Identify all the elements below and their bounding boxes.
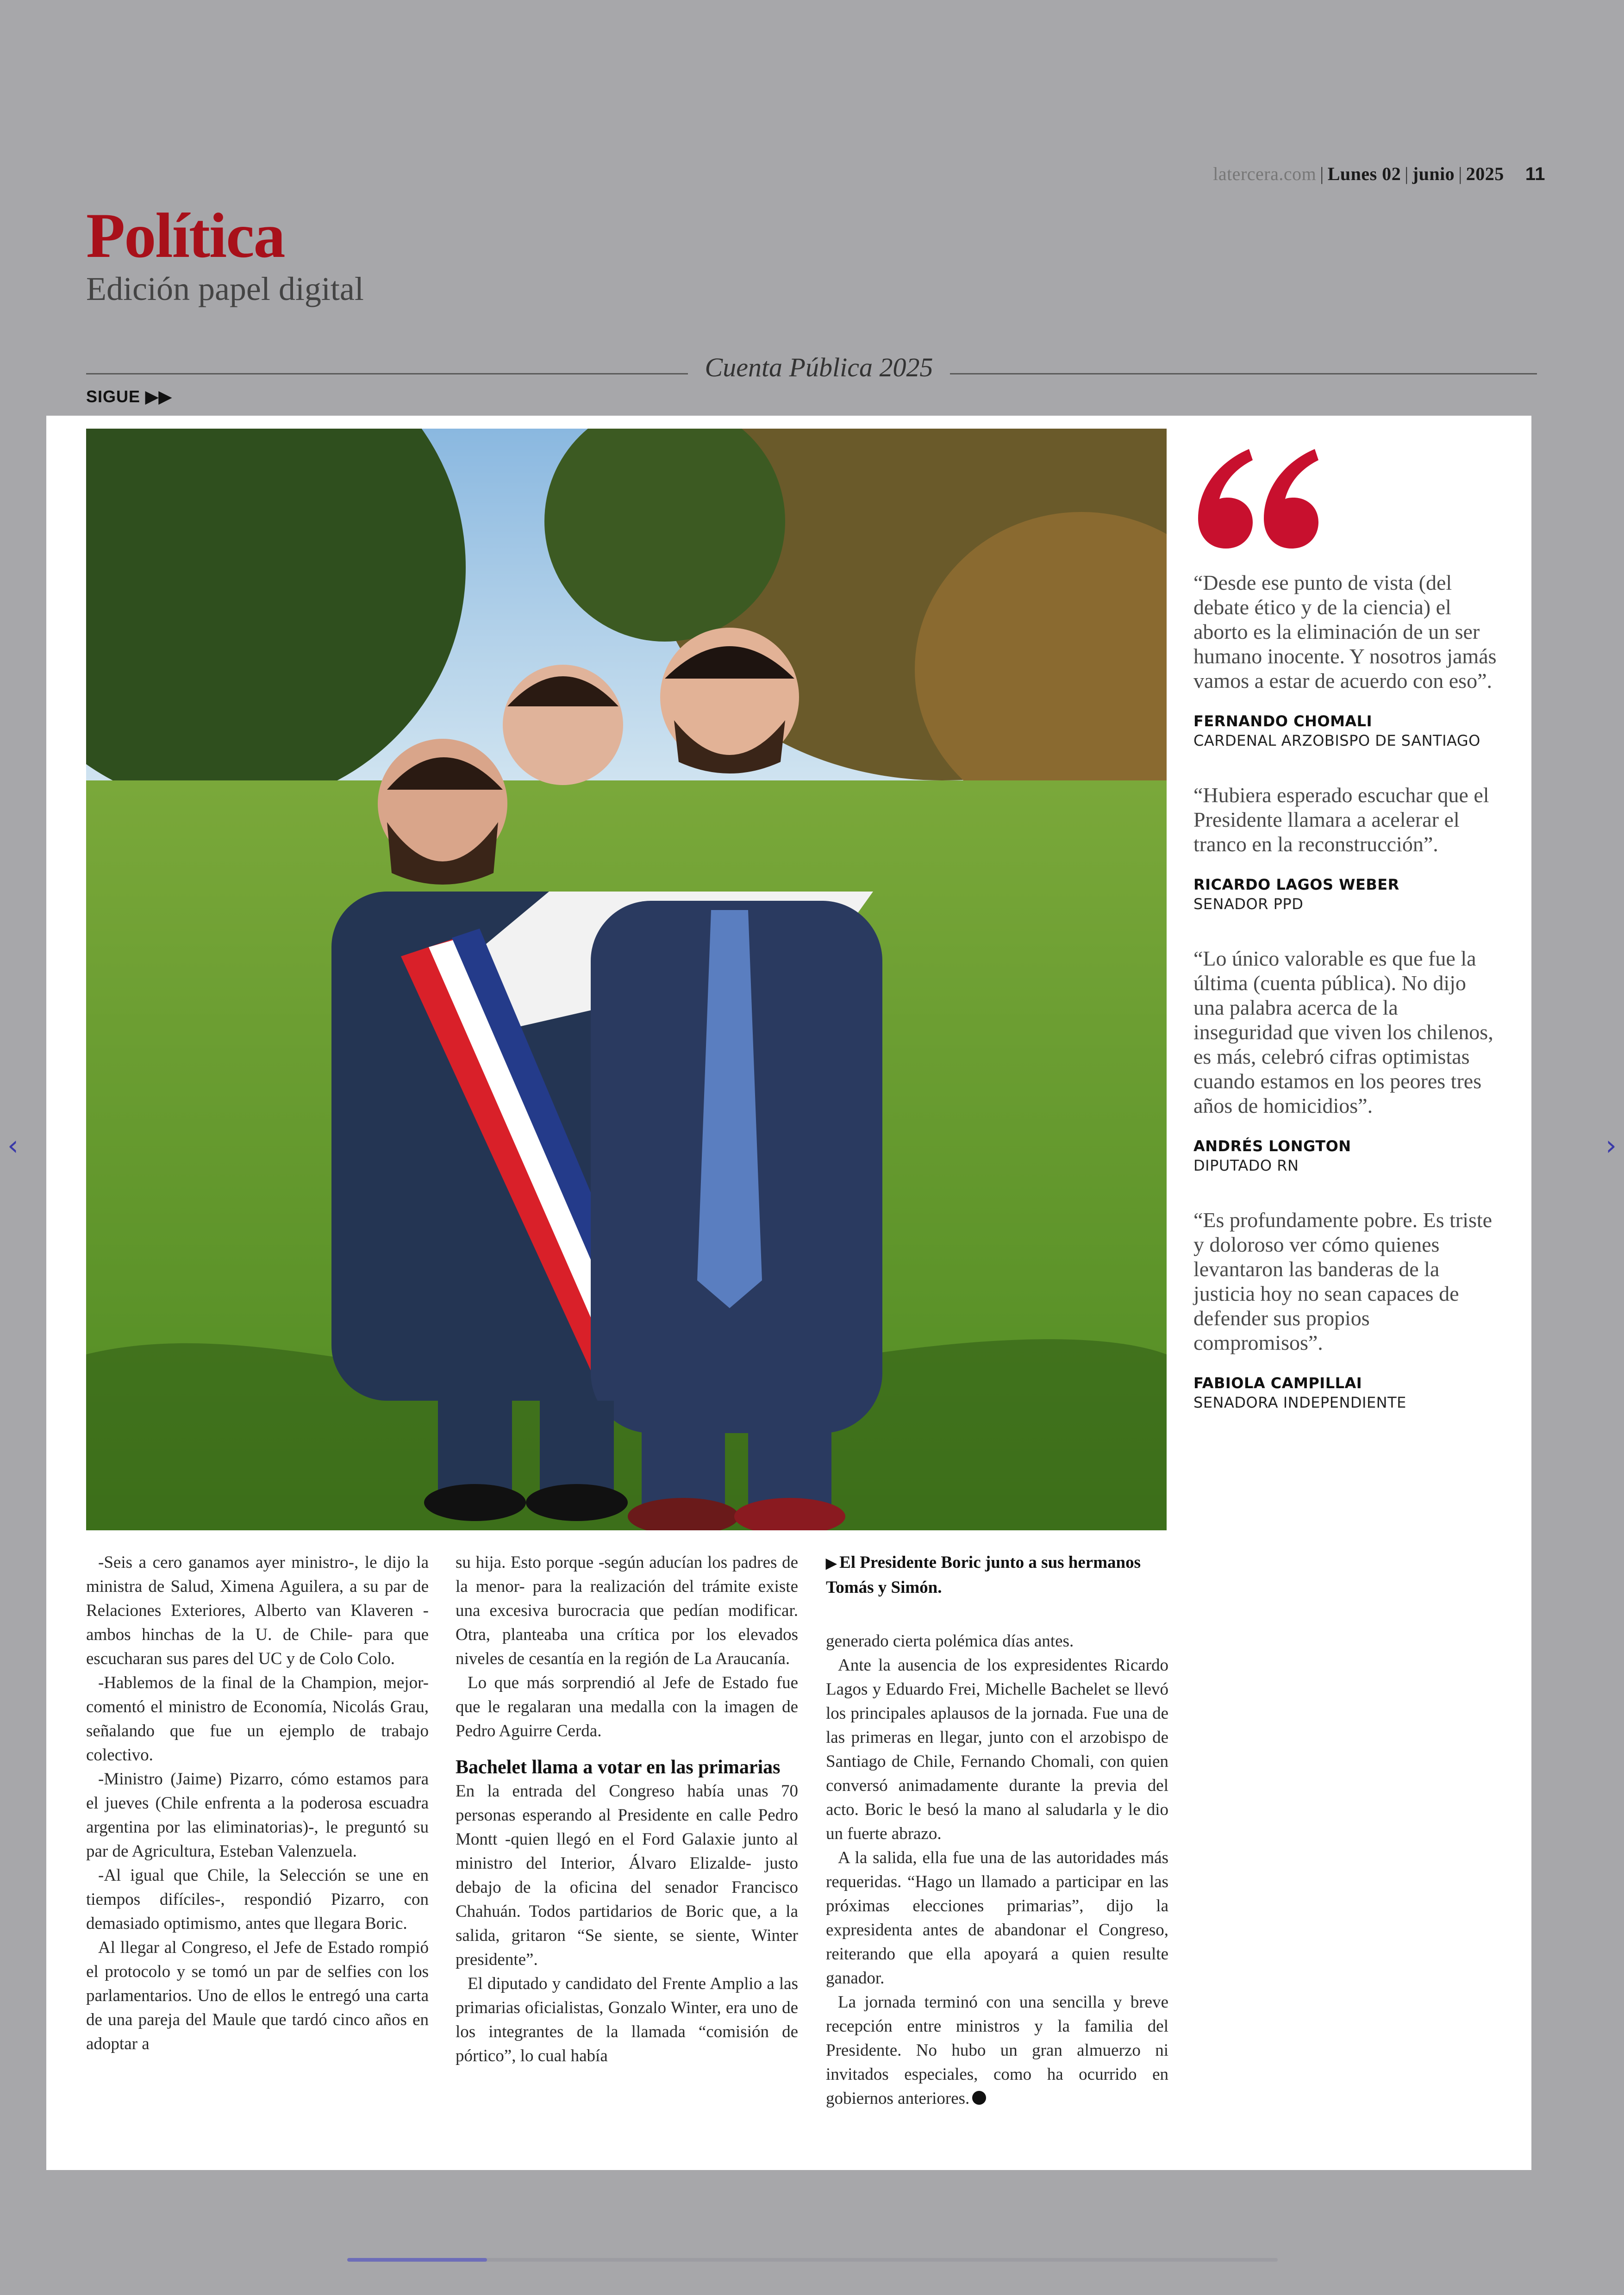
kicker-rule-right bbox=[950, 373, 1537, 374]
quote-role: DIPUTADO RN bbox=[1193, 1157, 1299, 1174]
photo-caption-text: El Presidente Boric junto a sus hermanos Tomás y Simón. bbox=[826, 1553, 1141, 1597]
quote-author: FABIOLA CAMPILLAI bbox=[1193, 1374, 1362, 1392]
page-number: 11 bbox=[1525, 164, 1545, 184]
quote-text: “Lo único valorable es que fue la última (cuenta pública). No dijo una palabra acerca de la inseguridad que viven los chilenos, es más, celebró cifras optimistas cuando estamos en los peores tres años de homicidios”. bbox=[1193, 947, 1493, 1117]
article-paragraph: A la salida, ella fue una de las autoridades más requeridas. “Hago un llamado a participar en las próximas elecciones primarias”, dijo la expresidenta antes de abandonar el Congreso, reiterando que ella apoyará a quien resulte ganador. bbox=[826, 1848, 1168, 1988]
quote-block bbox=[1193, 783, 1499, 913]
quote-block bbox=[1193, 946, 1499, 1174]
previous-page-arrow-icon[interactable]: ‹ bbox=[7, 1129, 19, 1162]
quote-block bbox=[1193, 1208, 1499, 1411]
quote-author: FERNANDO CHOMALI bbox=[1193, 712, 1372, 730]
quote-author: ANDRÉS LONGTON bbox=[1193, 1137, 1351, 1155]
edition-date-line: latercera.com | Lunes 02 | junio | 2025 11 bbox=[1213, 163, 1545, 184]
quote-role: SENADORA INDEPENDIENTE bbox=[1193, 1394, 1406, 1411]
article-paragraph: -Ministro (Jaime) Pizarro, cómo estamos para el jueves (Chile enfrenta a la poderosa escuadra argentina por las eliminatorias)-, le preguntó su par de Agricultura, Esteban Valenzuela. bbox=[86, 1770, 429, 1861]
article-paragraph: Lo que más sorprendió al Jefe de Estado fue que le regalaran una medalla con la imagen de Pedro Aguirre Cerda. bbox=[456, 1673, 798, 1740]
article-paragraph: En la entrada del Congreso había unas 70 personas esperando al Presidente en calle Pedro Montt -quien llegó en el Ford Galaxie junto al ministro del Interior, Álvaro Elizalde- justo debajo de la oficina del senador Francisco Chahuán. Todos partidarios de Boric que, a la salida, gritaron “Se siente, se siente, Winter presidente”. bbox=[456, 1782, 798, 1969]
end-of-article-icon bbox=[972, 2091, 986, 2105]
continue-label: SIGUE ▶▶ bbox=[86, 387, 172, 406]
page-progress-track[interactable] bbox=[347, 2258, 1278, 2262]
quote-role: CARDENAL ARZOBISPO DE SANTIAGO bbox=[1193, 732, 1480, 749]
article-paragraph: generado cierta polémica días antes. bbox=[826, 1632, 1074, 1651]
caption-triangle-icon: ▶ bbox=[826, 1556, 837, 1571]
article-paragraph: Ante la ausencia de los expresidentes Ricardo Lagos y Eduardo Frei, Michelle Bachelet se llevó los principales aplausos de la jornada. Fue una de las primeras en llegar, junto con el arzobispo de Santiago de Chile, Fernando Chomali, con quien conversó animadamente durante la previa del acto. Boric le besó la mano al saludarla y le dio un fuerte abrazo. bbox=[826, 1656, 1168, 1843]
article-paragraph: -Hablemos de la final de la Champion, mejor- comentó el ministro de Economía, Nicolás Grau, señalando que fue un ejemplo de trabajo colectivo. bbox=[86, 1673, 429, 1765]
article-paragraph: Al llegar al Congreso, el Jefe de Estado rompió el protocolo y se tomó un par de selfies con los parlamentarios. Uno de ellos le entregó una carta de una pareja del Maule que tardó cinco años en adoptar a bbox=[86, 1938, 429, 2053]
section-subtitle: Edición papel digital bbox=[86, 270, 364, 307]
quote-block bbox=[1193, 570, 1499, 749]
photo-caption bbox=[826, 1551, 1168, 1600]
article-column-3 bbox=[826, 1551, 1168, 2111]
next-page-arrow-icon[interactable]: › bbox=[1605, 1129, 1617, 1162]
article-paragraph: -Al igual que Chile, la Selección se une en tiempos difíciles-, respondió Pizarro, con demasiado optimismo, antes que llegara Boric. bbox=[86, 1866, 429, 1933]
article-column-1 bbox=[86, 1551, 429, 2056]
quote-author: RICARDO LAGOS WEBER bbox=[1193, 876, 1399, 893]
article-paragraph: -Seis a cero ganamos ayer ministro-, le dijo la ministra de Salud, Ximena Aguilera, a su par de Relaciones Exteriores, Alberto van Klaveren -ambos hinchas de la U. de Chile- para que escucharan sus pares del UC y de Colo Colo. bbox=[86, 1553, 429, 1668]
edition-year: 2025 bbox=[1466, 163, 1504, 184]
quotation-mark-icon bbox=[1193, 444, 1323, 551]
kicker-label: Cuenta Pública 2025 bbox=[705, 352, 933, 382]
article-photo bbox=[86, 429, 1167, 1530]
quote-role: SENADOR PPD bbox=[1193, 895, 1304, 913]
article-paragraph: su hija. Esto porque -según aducían los padres de la menor- para la realización del trámite existe una excesiva burocracia que pedían modificar. Otra, planteaba una crítica por los elevados niveles de cesantía en la región de La Araucanía. bbox=[456, 1553, 798, 1668]
photo-illustration bbox=[86, 429, 1167, 1530]
section-title: Política bbox=[86, 200, 285, 271]
quotes-sidebar bbox=[1193, 570, 1499, 1445]
page-progress-fill bbox=[347, 2258, 487, 2262]
quote-text: “Desde ese punto de vista (del debate ético y de la ciencia) el aborto es la eliminación de un ser humano inocente. Y nosotros jamás vamos a estar de acuerdo con eso”. bbox=[1193, 571, 1497, 692]
quote-text: “Es profundamente pobre. Es triste y doloroso ver cómo quienes levantaron las banderas de la justicia hoy no sean capaces de defender sus propios compromisos”. bbox=[1193, 1208, 1493, 1354]
article-paragraph-last bbox=[826, 1990, 1168, 2111]
article-paragraph-text: La jornada terminó con una sencilla y breve recepción entre ministros y la familia del Presidente. No hubo un gran almuerzo ni invitados especiales, como ha ocurrido en gobiernos anteriores. bbox=[826, 1993, 1168, 2108]
article-column-2 bbox=[456, 1551, 798, 2068]
article-paragraph: El diputado y candidato del Frente Amplio a las primarias oficialistas, Gonzalo Winter, era uno de los integrantes de la llamada “comisión de pórtico”, lo cual había bbox=[456, 1974, 798, 2065]
site-name: latercera.com bbox=[1213, 163, 1317, 184]
article-subhead: Bachelet llama a votar en las primarias bbox=[456, 1757, 781, 1778]
quote-text: “Hubiera esperado escuchar que el Presidente llamara a acelerar el tranco en la reconstrucción”. bbox=[1193, 783, 1489, 856]
edition-day: Lunes 02 bbox=[1327, 163, 1401, 184]
kicker-rule-left bbox=[86, 373, 688, 374]
edition-month: junio bbox=[1412, 163, 1455, 184]
